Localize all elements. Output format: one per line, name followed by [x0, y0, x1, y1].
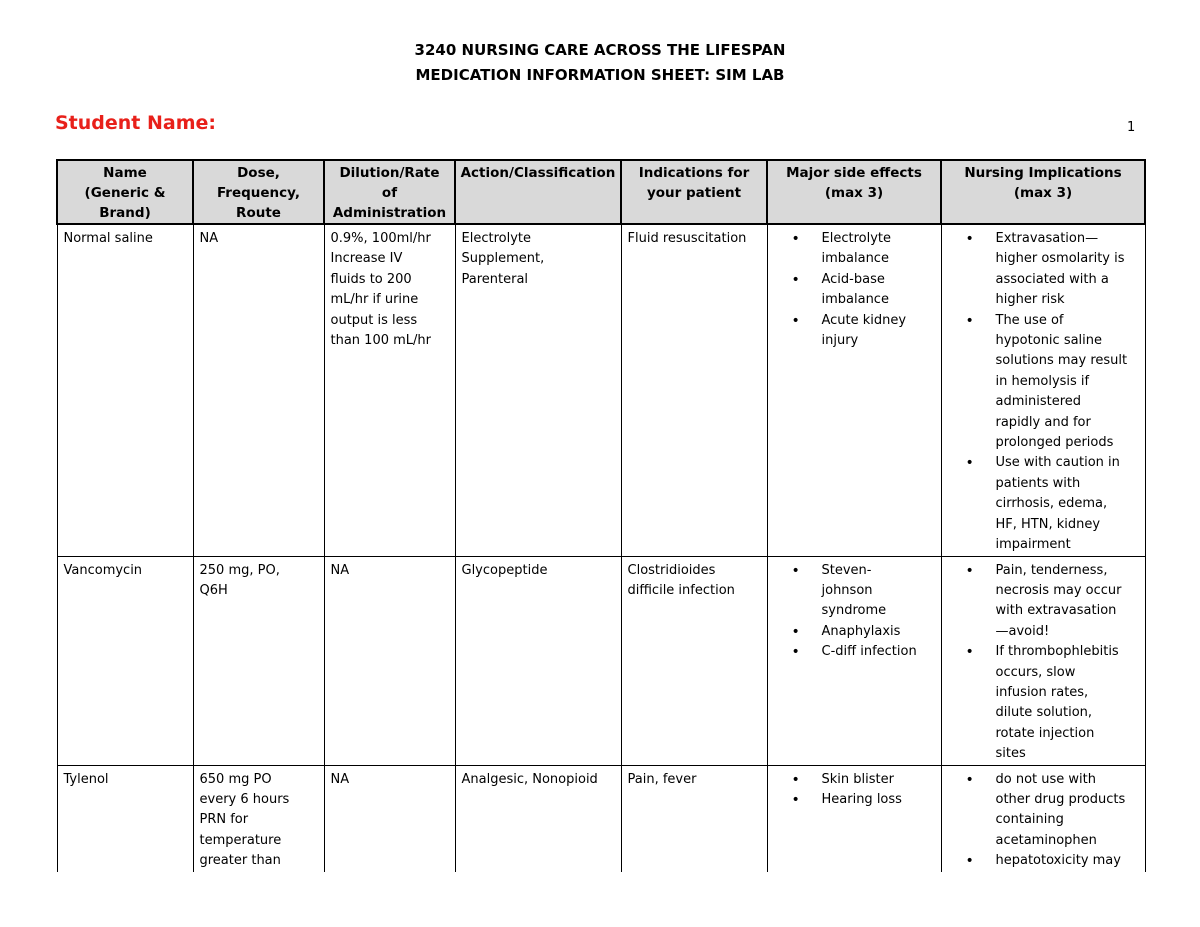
table-header-row: [57, 160, 1145, 224]
header-name: Name (Generic & Brand): [57, 160, 193, 224]
sheet-title: MEDICATION INFORMATION SHEET: SIM LAB: [415, 66, 785, 84]
list-item: • Acute kidney injury: [768, 311, 935, 352]
list-item: • If thrombophlebitis occurs, slow infusion rates, dilute solution, rotate injection sites: [942, 642, 1139, 764]
list-item: • Use with caution in patients with cirrhosis, edema, HF, HTN, kidney impairment: [942, 453, 1139, 555]
student-name-label: Student Name:: [55, 112, 217, 134]
list-item: • Pain, tenderness, necrosis may occur with extravasation —avoid!: [942, 561, 1139, 643]
list-item: • C-diff infection: [768, 642, 935, 662]
course-title: 3240 NURSING CARE ACROSS THE LIFESPAN: [414, 41, 786, 59]
cell-implications: [941, 224, 1145, 556]
bullet-list: [942, 561, 1139, 765]
cell-dilution: NA: [324, 765, 455, 872]
table-row: [57, 224, 1145, 556]
list-item: • Acid-base imbalance: [768, 270, 935, 311]
cell-name: Vancomycin: [57, 556, 193, 765]
bullet-list: [768, 770, 935, 811]
bullet-list: [942, 770, 1139, 872]
list-item: • Hearing loss: [768, 790, 935, 810]
cell-action: Glycopeptide: [455, 556, 621, 765]
list-item: • Anaphylaxis: [768, 622, 935, 642]
bullet-list: [942, 229, 1139, 556]
list-item: • The use of hypotonic saline solutions may result in hemolysis if administered rapidly and for prolonged periods: [942, 311, 1139, 454]
header-indications: Indications for your patient: [621, 160, 767, 224]
header-dilution: Dilution/Rate of Administration: [324, 160, 455, 224]
bullet-list: [768, 561, 935, 663]
bullet-list: [768, 229, 935, 351]
list-item: • Steven- johnson syndrome: [768, 561, 935, 622]
cell-dose: 650 mg PO every 6 hours PRN for temperature greater than: [193, 765, 324, 872]
list-item: • do not use with other drug products containing acetaminophen: [942, 770, 1139, 852]
table-row: [57, 556, 1145, 765]
cell-dilution: NA: [324, 556, 455, 765]
document-title: [0, 38, 1200, 88]
cell-action: Analgesic, Nonopioid: [455, 765, 621, 872]
header-dose: Dose, Frequency, Route: [193, 160, 324, 224]
page-number: 1: [1127, 120, 1136, 135]
list-item: • hepatotoxicity may: [942, 851, 1139, 871]
cell-implications: [941, 765, 1145, 872]
cell-dose: NA: [193, 224, 324, 556]
header-implications: Nursing Implications (max 3): [941, 160, 1145, 224]
header-action: Action/Classification: [455, 160, 621, 224]
cell-side-effects: [767, 765, 941, 872]
cell-dose: 250 mg, PO, Q6H: [193, 556, 324, 765]
cell-side-effects: [767, 556, 941, 765]
list-item: • Extravasation— higher osmolarity is associated with a higher risk: [942, 229, 1139, 311]
cell-indication: Pain, fever: [621, 765, 767, 872]
cell-indication: Fluid resuscitation: [621, 224, 767, 556]
cell-indication: Clostridioides difficile infection: [621, 556, 767, 765]
table-row: [57, 765, 1145, 872]
cell-action: Electrolyte Supplement, Parenteral: [455, 224, 621, 556]
cell-dilution: 0.9%, 100ml/hr Increase IV fluids to 200 mL/hr if urine output is less than 100 mL/hr: [324, 224, 455, 556]
list-item: • Skin blister: [768, 770, 935, 790]
header-side-effects: Major side effects (max 3): [767, 160, 941, 224]
list-item: • Electrolyte imbalance: [768, 229, 935, 270]
cell-name: Tylenol: [57, 765, 193, 872]
cell-name: Normal saline: [57, 224, 193, 556]
cell-side-effects: [767, 224, 941, 556]
medication-table: [56, 159, 1146, 872]
cell-implications: [941, 556, 1145, 765]
